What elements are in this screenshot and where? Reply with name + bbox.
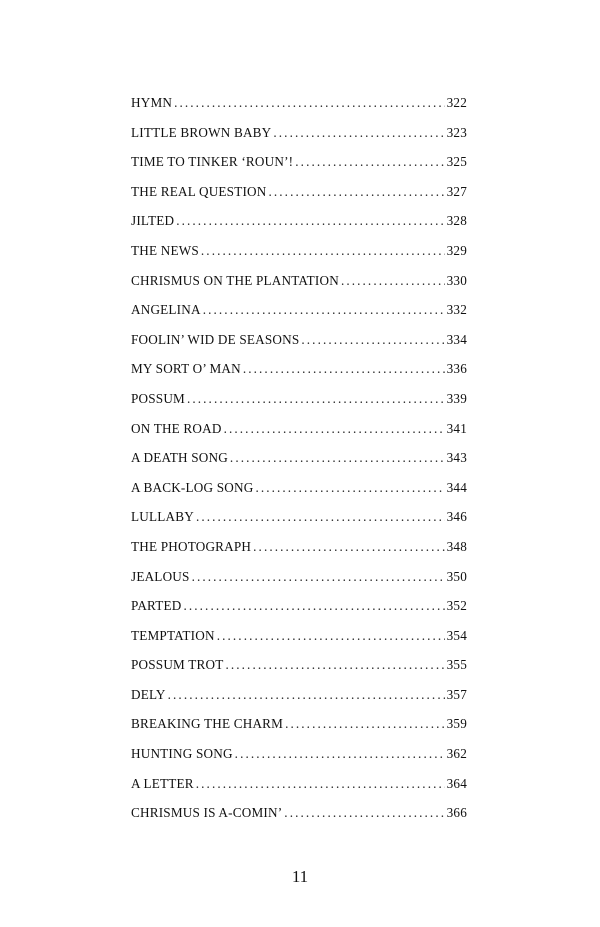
toc-entry-page: 364: [446, 775, 467, 791]
toc-dot-leader: [224, 419, 445, 439]
toc-entry-page: 348: [446, 538, 467, 554]
toc-entry-page: 325: [446, 154, 467, 170]
toc-dot-leader: [203, 300, 445, 320]
toc-dot-leader: [201, 241, 445, 261]
toc-entry[interactable]: [131, 714, 467, 744]
toc-entry[interactable]: [131, 389, 467, 419]
toc-entry-page: 343: [446, 450, 467, 466]
toc-entry-title: BREAKING THE CHARM: [131, 716, 284, 732]
toc-dot-leader: [225, 655, 444, 675]
toc-entry-page: 332: [446, 302, 467, 318]
toc-entry-page: 336: [446, 361, 467, 377]
toc-dot-leader: [187, 389, 445, 409]
toc-dot-leader: [269, 182, 445, 202]
toc-dot-leader: [253, 537, 444, 557]
toc-entry[interactable]: [131, 93, 467, 123]
toc-entry[interactable]: [131, 271, 467, 301]
toc-entry-title: DELY: [131, 686, 166, 702]
toc-entry[interactable]: [131, 478, 467, 508]
toc-entry-page: 323: [446, 124, 467, 140]
toc-entry-page: 329: [446, 242, 467, 258]
toc-entry[interactable]: [131, 211, 467, 241]
toc-entry-page: 366: [446, 805, 467, 821]
toc-entry-title: THE PHOTOGRAPH: [131, 538, 252, 554]
toc-entry-title: THE NEWS: [131, 242, 199, 258]
toc-entry-title: HYMN: [131, 95, 173, 110]
toc-entry-page: 341: [446, 420, 467, 436]
toc-entry-page: 359: [446, 716, 467, 732]
toc-entry-page: 322: [446, 95, 467, 110]
toc-dot-leader: [243, 359, 445, 379]
toc-entry-page: 352: [446, 598, 467, 614]
toc-entry-page: 328: [446, 213, 467, 229]
toc-entry-title: ON THE ROAD: [131, 420, 222, 436]
toc-dot-leader: [255, 478, 444, 498]
toc-dot-leader: [196, 774, 445, 794]
toc-entry[interactable]: [131, 359, 467, 389]
toc-dot-leader: [176, 211, 444, 231]
toc-entry-title: HUNTING SONG: [131, 746, 233, 762]
toc-entry[interactable]: [131, 152, 467, 182]
toc-dot-leader: [230, 448, 445, 468]
toc-entry-page: 362: [446, 746, 467, 762]
toc-entry[interactable]: [131, 655, 467, 685]
toc-entry[interactable]: [131, 300, 467, 330]
toc-dot-leader: [295, 152, 444, 172]
toc-entry-title: PARTED: [131, 598, 182, 614]
toc-entry[interactable]: [131, 685, 467, 715]
toc-entry-page: 354: [446, 627, 467, 643]
toc-entry-title: TEMPTATION: [131, 627, 215, 643]
toc-dot-leader: [192, 567, 445, 587]
toc-dot-leader: [301, 330, 444, 350]
toc-entry[interactable]: [131, 419, 467, 449]
toc-entry-title: THE REAL QUESTION: [131, 183, 267, 199]
toc-entry[interactable]: [131, 448, 467, 478]
toc-entry-page: 330: [446, 272, 467, 288]
toc-dot-leader: [174, 93, 445, 113]
toc-dot-leader: [285, 714, 445, 734]
toc-entry-page: 346: [446, 509, 467, 525]
toc-entry[interactable]: [131, 330, 467, 360]
toc-dot-leader: [235, 744, 445, 764]
toc-entry-title: JILTED: [131, 213, 175, 229]
toc-entry-title: FOOLIN’ WID DE SEASONS: [131, 331, 300, 347]
toc-entry[interactable]: [131, 537, 467, 567]
toc-dot-leader: [217, 626, 445, 646]
toc-entry-page: 344: [446, 479, 467, 495]
toc-dot-leader: [341, 271, 445, 291]
toc-entry-page: 327: [446, 183, 467, 199]
toc-entry-title: A BACK-LOG SONG: [131, 479, 254, 495]
toc-entry-page: 355: [446, 657, 467, 673]
toc-entry-title: LITTLE BROWN BABY: [131, 124, 272, 140]
toc-dot-leader: [168, 685, 445, 705]
toc-entry-title: POSSUM TROT: [131, 657, 224, 673]
toc-entry[interactable]: [131, 803, 467, 833]
toc-entry-title: LULLABY: [131, 509, 194, 525]
toc-entry-title: MY SORT O’ MAN: [131, 361, 241, 377]
toc-entry-title: JEALOUS: [131, 568, 190, 584]
toc-entry-page: 339: [446, 390, 467, 406]
toc-entry-title: A LETTER: [131, 775, 194, 791]
toc-dot-leader: [273, 123, 444, 143]
toc-entry-page: 350: [446, 568, 467, 584]
toc-entry-title: ANGELINA: [131, 302, 201, 318]
toc-dot-leader: [183, 596, 444, 616]
toc-entry-page: 357: [446, 686, 467, 702]
toc-entry-page: 334: [446, 331, 467, 347]
toc-entry[interactable]: [131, 241, 467, 271]
toc-entry[interactable]: [131, 182, 467, 212]
toc-entry-title: A DEATH SONG: [131, 450, 228, 466]
toc-entry-title: TIME TO TINKER ‘ROUN’!: [131, 154, 294, 170]
toc-entry[interactable]: [131, 567, 467, 597]
toc-entry[interactable]: [131, 626, 467, 656]
toc-dot-leader: [196, 507, 445, 527]
page-number: 11: [291, 867, 309, 886]
toc-entry[interactable]: [131, 596, 467, 626]
toc-entry[interactable]: [131, 507, 467, 537]
table-of-contents: [131, 93, 467, 833]
toc-entry[interactable]: [131, 774, 467, 804]
toc-entry[interactable]: [131, 744, 467, 774]
toc-entry-title: CHRISMUS ON THE PLANTATION: [131, 272, 339, 288]
toc-entry-title: POSSUM: [131, 390, 185, 406]
toc-entry[interactable]: [131, 123, 467, 153]
toc-entry-title: CHRISMUS IS A-COMIN’: [131, 805, 283, 821]
toc-dot-leader: [284, 803, 444, 823]
